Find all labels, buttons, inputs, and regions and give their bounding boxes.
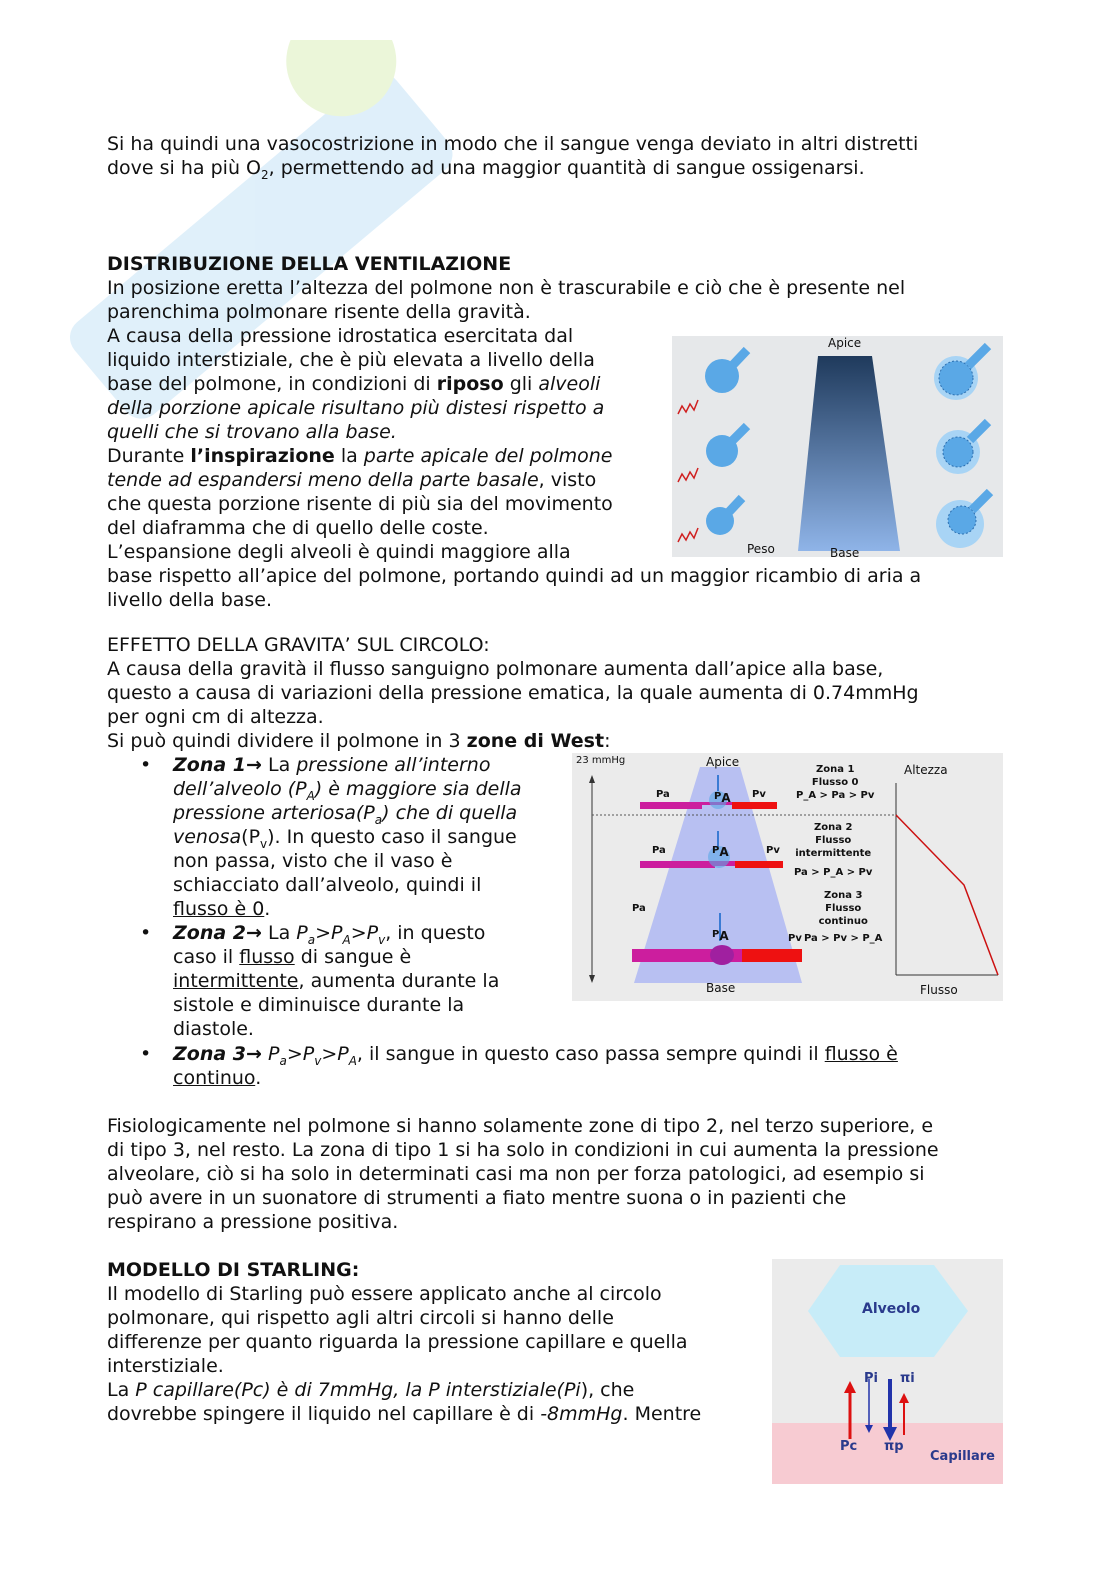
west-zones-list [107,753,557,1041]
fig2-pa-z1: Pa [656,789,670,800]
fig2-mmhg: 23 mmHg [576,755,626,766]
fig3-capillare: Capillare [930,1449,995,1464]
west-zones-list-cont [107,1042,1007,1090]
fig2-pa-z3: Pa [632,903,646,914]
fig2-pA-z1: $P_A$ [714,791,731,805]
gravita-section: EFFETTO DELLA GRAVITA’ SUL CIRCOLO: A causa della gravità il flusso sanguigno polmonare aumenta dall’apice alla base, questo a causa di variazioni della pressione ematica, la quale aumenta di 0.74mmHg per ogni cm di altezza. Si può quindi dividere il polmone in 3 zone di West: [107,634,919,752]
gravita-heading: EFFETTO DELLA GRAVITA’ SUL CIRCOLO: [107,634,490,656]
lung-shape [798,356,900,551]
fig3-pi: Pi [864,1371,878,1386]
zone1-artery [640,802,702,809]
fig2-zona1-label: Zona 1 Flusso 0 P_A > Pa > Pv [796,764,875,801]
fig2-pv-z2: Pv [766,845,780,856]
list-item-zona1: • Zona 1→ La pressione all’interno dell’alveolo $(P_A)$ è maggiore sia della pressione $arteriosa(P_a)$ che di quella $venosa(P_v)$. In questo caso il sangue non passa, visto che il vaso è schiacciato dall’alveolo, quindi il flusso è 0. [140,754,522,920]
ventilazione-heading: DISTRIBUZIONE DELLA VENTILAZIONE [107,253,512,275]
zone3-alveolus [710,945,734,965]
intro-paragraph: Si ha quindi una vasocostrizione in modo che il sangue venga deviato in altri distretti dove si ha più $O_2$, permettendo ad una maggior quantità di sangue ossigenarsi. [107,133,919,182]
zone3-vein [742,949,802,962]
alveoli-figure [672,336,1003,560]
fig2-zona3-label: Zona 3 Flusso continuo Pa > Pv > P_A [804,890,883,944]
fig1-peso-label: Peso [747,542,775,556]
fig3-alveolo: Alveolo [862,1301,921,1317]
fig2-zona2-label: Zona 2 Flusso intermittente Pa > P_A > Pv [794,822,873,878]
fig2-base: Base [706,981,736,995]
fig3-pii: πi [900,1371,915,1386]
zone2-vein [735,861,783,868]
list-item-zona3: • Zona $3\to P_a>P_v>P_A$, il sangue in questo caso passa sempre quindi il flusso è continuo. [140,1043,898,1089]
fig2-altezza: Altezza [904,763,948,777]
fig1-base-label: Base [830,546,860,560]
fig3-pc: Pc [840,1439,858,1454]
list-item-zona2: • Zona 2→ La $P_a>P_A>P_v$, in questo caso il flusso di sangue è intermittente, aumenta durante la sistole e diminuisce durante la diastole. [140,922,500,1040]
zone1-vein [732,802,777,809]
fig2-pA-z2: $P_A$ [712,845,729,859]
fig2-pv-z3: Pv [788,933,802,944]
starling-heading: MODELLO DI STARLING: [107,1259,360,1281]
starling-figure [772,1259,1003,1484]
flow-curve [896,815,998,975]
ventilazione-section: DISTRIBUZIONE DELLA VENTILAZIONE In posizione eretta l’altezza del polmone non è trascurabile e ciò che è presente nel parenchima polmonare risente della gravità. A causa della pressione idrostatica esercitata dal liquido interstiziale, che è più elevata a livello della base del polmone, in condizioni di riposo gli alveoli della porzione apicale risultano più distesi rispetto a quelli che si trovano alla base. Durante l’inspirazione la parte apicale del polmone tende ad espandersi meno della parte basale, visto che questa porzione risente di più sia del movimento del diaframma che di quello delle coste. L’espansione degli alveoli è quindi maggiore alla base rispetto all’apice del polmone, portando quindi ad un maggior ricambio di aria a livello della base. [107,253,922,611]
zone2-artery [640,861,715,868]
fisio-paragraph: Fisiologicamente nel polmone si hanno solamente zone di tipo 2, nel terzo superiore, e di tipo 3, nel resto. La zona di tipo 1 si ha solo in condizioni in cui aumenta la pressione alveolare, ciò si ha solo in determinati casi ma non per forza patologici, ad esempio si può avere in un suonatore di strumenti a fiato mentre suona o in pazienti che respirano a pressione positiva. [107,1115,939,1233]
fig3-pip: πp [884,1439,904,1454]
fig2-pv-z1: Pv [752,789,766,800]
fig2-pa-z2: Pa [652,845,666,856]
west-zones-figure [572,753,1003,1001]
starling-section: MODELLO DI STARLING: Il modello di Starling può essere applicato anche al circolo polmonare, qui rispetto agli altri circoli si hanno delle differenze per quanto riguarda la pressione capillare e quella interstiziale. La P capillare(Pc) è di 7mmHg, la P interstiziale(Pi), che dovrebbe spingere il liquido nel capillare è di -8mmHg. Mentre [107,1259,702,1425]
fig2-pA-z3: $P_A$ [712,929,729,943]
fig2-apice: Apice [706,755,740,769]
fig2-flusso: Flusso [920,983,958,997]
fig1-apice-label: Apice [828,336,862,350]
